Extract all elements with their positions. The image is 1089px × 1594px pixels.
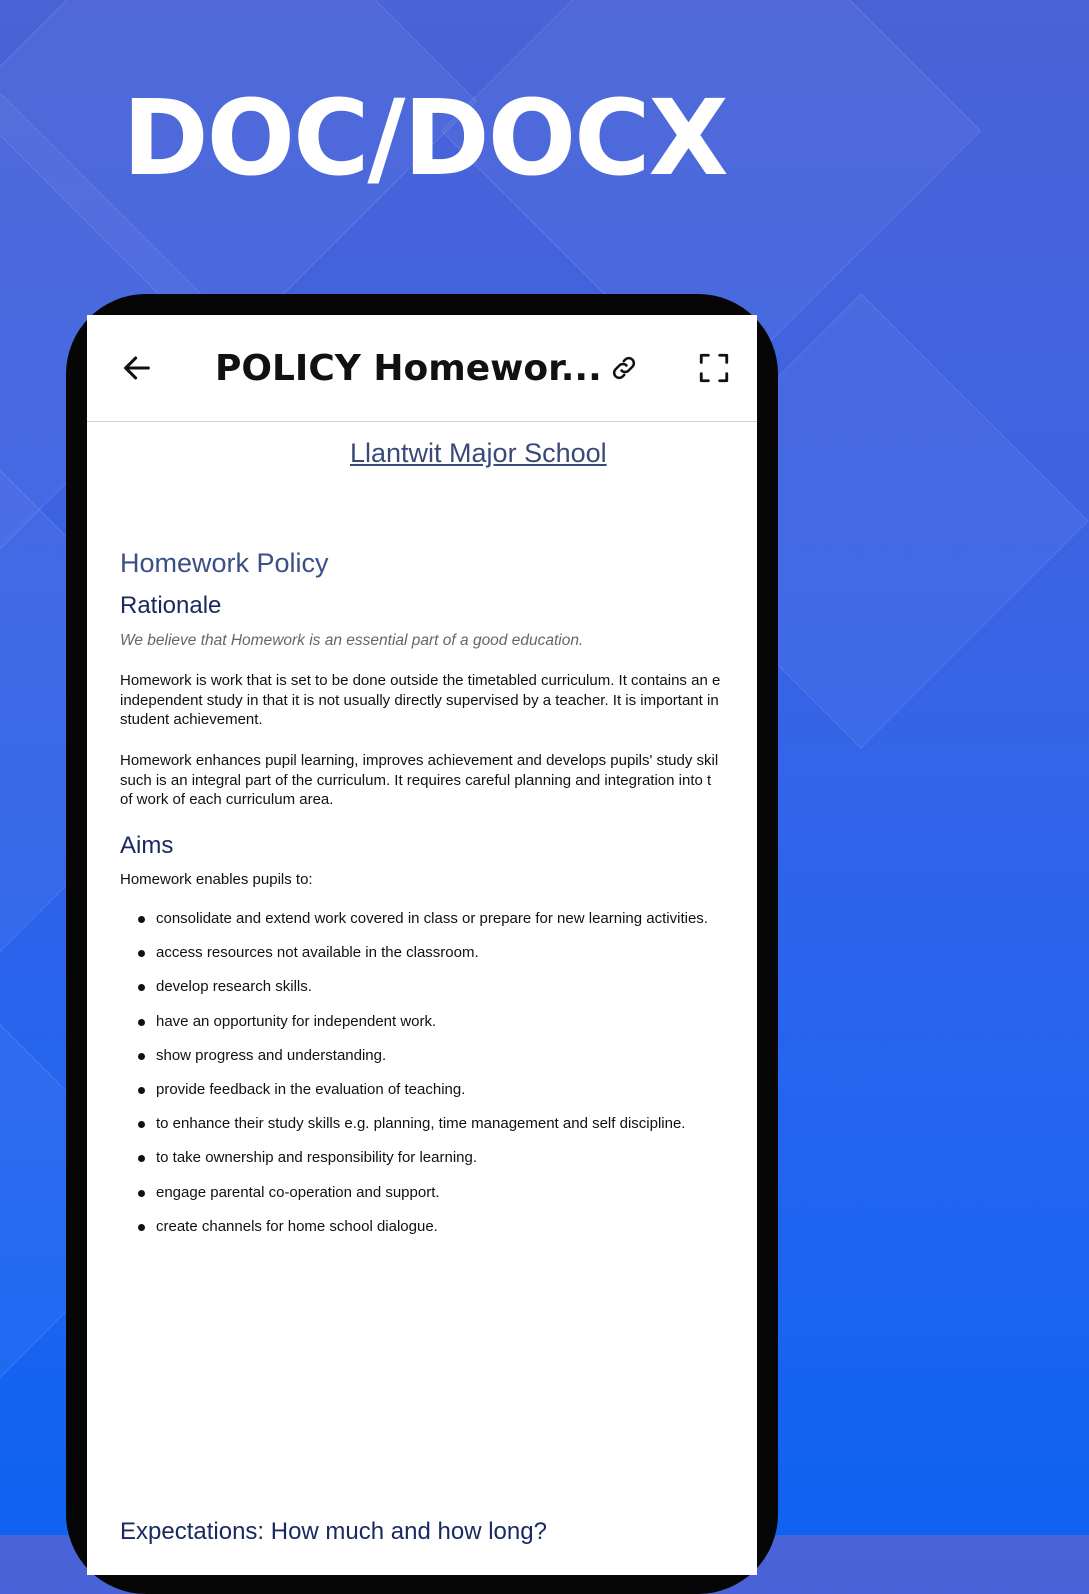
share-link-button[interactable] xyxy=(596,340,652,396)
paragraph-line: Homework is work that is set to be done outside the timetabled curriculum. It contains an e xyxy=(120,671,820,691)
school-name-link[interactable]: Llantwit Major School xyxy=(350,438,607,469)
promo-title: DOC/DOCX xyxy=(0,78,849,198)
expectations-heading: Expectations: How much and how long? xyxy=(120,1518,547,1546)
link-icon xyxy=(609,353,639,383)
paragraph-line: of work of each curriculum area. xyxy=(120,790,820,810)
list-item: access resources not available in the classroom. xyxy=(136,943,708,977)
list-item: consolidate and extend work covered in class or prepare for new learning activities. xyxy=(136,909,708,943)
document-title: POLICY Homewor... xyxy=(215,345,545,393)
list-item: develop research skills. xyxy=(136,977,708,1011)
back-button[interactable] xyxy=(109,340,165,396)
list-item: show progress and understanding. xyxy=(136,1046,708,1080)
paragraph-line: such is an integral part of the curriculum. It requires careful planning and integration into t xyxy=(120,771,820,791)
rationale-paragraph-1 xyxy=(120,671,820,730)
belief-statement: We believe that Homework is an essential part of a good education. xyxy=(120,632,583,650)
list-item: to enhance their study skills e.g. planning, time management and self discipline. xyxy=(136,1114,708,1148)
fullscreen-icon xyxy=(697,351,731,385)
aims-heading: Aims xyxy=(120,832,173,860)
app-bar xyxy=(87,315,757,422)
aims-intro: Homework enables pupils to: xyxy=(120,871,313,888)
arrow-left-icon xyxy=(120,351,154,385)
paragraph-line: Homework enhances pupil learning, improves achievement and develops pupils' study skil xyxy=(120,751,820,771)
aims-list xyxy=(136,909,708,1251)
paragraph-line: student achievement. xyxy=(120,710,820,730)
list-item: create channels for home school dialogue. xyxy=(136,1217,708,1251)
rationale-heading: Rationale xyxy=(120,592,221,620)
list-item: engage parental co-operation and support. xyxy=(136,1183,708,1217)
policy-heading: Homework Policy xyxy=(120,548,329,579)
phone-screen xyxy=(87,315,757,1575)
list-item: have an opportunity for independent work. xyxy=(136,1012,708,1046)
fullscreen-button[interactable] xyxy=(686,340,742,396)
paragraph-line: independent study in that it is not usually directly supervised by a teacher. It is important in xyxy=(120,691,820,711)
list-item: provide feedback in the evaluation of teaching. xyxy=(136,1080,708,1114)
rationale-paragraph-2 xyxy=(120,751,820,810)
list-item: to take ownership and responsibility for learning. xyxy=(136,1148,708,1182)
document-viewer[interactable] xyxy=(87,422,757,1575)
